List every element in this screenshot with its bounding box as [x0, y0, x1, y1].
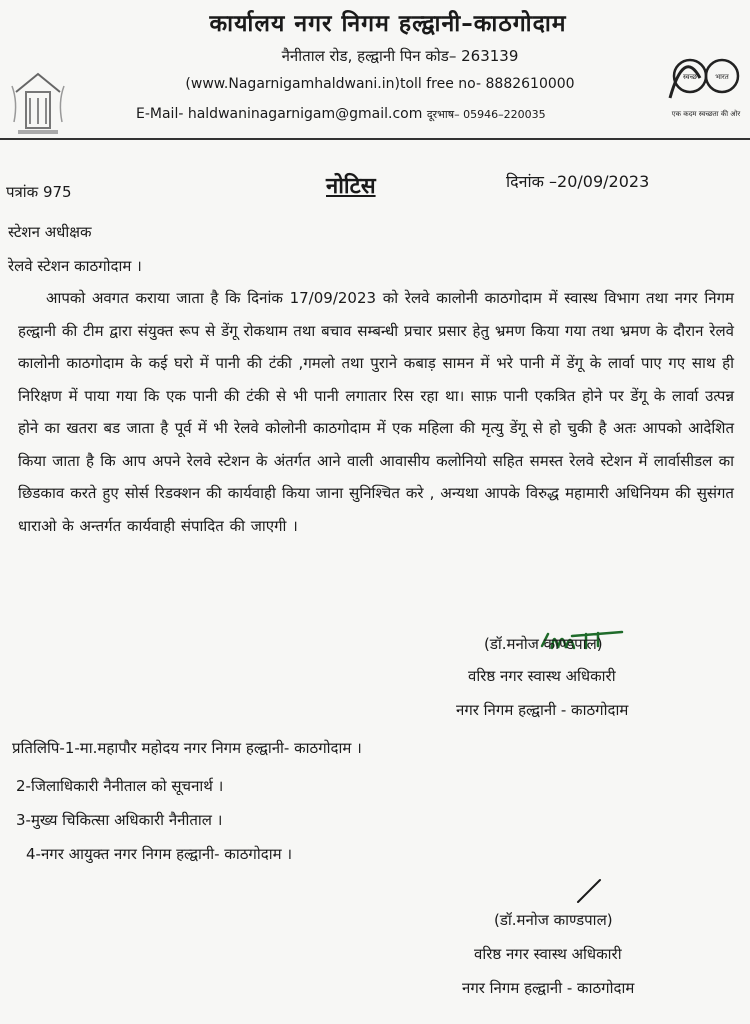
copy-to-line-3: 3-मुख्य चिकित्सा अधिकारी नैनीताल । — [16, 811, 223, 829]
copy-to-line-1: प्रतिलिपि-1-मा.महापौर महोदय नगर निगम हल्द्वानी- काठगोदाम । — [12, 739, 362, 757]
office-address: नैनीताल रोड, हल्द्वानी पिन कोड– 263139 — [281, 47, 519, 65]
copy-to-line-2: 2-जिलाधिकारी नैनीताल को सूचनार्थ । — [16, 777, 224, 795]
org-title: कार्यालय नगर निगम हल्द्वानी–काठगोदाम — [209, 11, 567, 37]
notice-title: नोटिस — [326, 174, 376, 199]
website-tollfree: (www.Nagarnigamhaldwani.in)toll free no- 8882610000 — [185, 76, 575, 92]
signatory-office-2: नगर निगम हल्द्वानी - काठगोदाम — [462, 979, 635, 997]
contact-line — [136, 106, 656, 122]
notice-date: दिनांक –20/09/2023 — [506, 172, 650, 191]
signatory-office-1: नगर निगम हल्द्वानी - काठगोदाम — [456, 701, 629, 719]
logo-text-swachh: स्वच्छ — [682, 73, 698, 81]
addressee-line-1: स्टेशन अधीक्षक — [8, 223, 92, 241]
reference-number: पत्रांक 975 — [6, 183, 72, 201]
signatory-designation-1: वरिष्ठ नगर स्वास्थ अधिकारी — [468, 667, 616, 685]
phone-number: दूरभाष– 05946–220035 — [426, 108, 546, 121]
copy-to-line-4: 4-नगर आयुक्त नगर निगम हल्द्वानी- काठगोदाम । — [26, 845, 293, 863]
signatory-name-2: (डॉ.मनोज काण्डपाल) — [494, 911, 613, 929]
signatory-designation-2: वरिष्ठ नगर स्वास्थ अधिकारी — [474, 945, 622, 963]
swachh-bharat-logo-icon — [664, 38, 748, 122]
logo-text-bharat: भारत — [715, 73, 729, 81]
logo-caption: एक कदम स्वच्छता की ओर — [671, 110, 741, 118]
handwritten-initial-icon — [574, 876, 604, 906]
header-divider — [0, 138, 750, 140]
municipal-emblem-icon — [8, 62, 68, 142]
notice-body: आपको अवगत कराया जाता है कि दिनांक 17/09/2023 को रेलवे कालोनी काठगोदाम में स्वास्थ विभाग तथा नगर निगम हल्द्वानी की टीम द्वारा संयुक्त रूप से डेंगू रोकथाम तथा बचाव सम्बन्धी प्रचार प्रसार हेतु भ्रमण किया गया तथा भ्रमण के दौरान रेलवे कालोनी काठगोदाम के कई घरो में पानी की टंकी ,गमलो तथा पुराने कबाड़ सामन में भरे पानी में डेंगू के लार्वा पाए गए साथ ही निरिक्षण में पाया गया कि एक पानी की टंकी से भी पानी लगातार रिस रहा था। साफ़ पानी एकत्रित होने पर डेंगू के लार्वा उत्पन्न होने का खतरा बड जाता है पूर्व में भी रेलवे कोलोनी काठगोदाम में एक महिला की मृत्यु डेंगू से हो चुकी है अतः आपको आदेशित किया जाता है कि आप अपने रेलवे स्टेशन के अंतर्गत आने वाली आवासीय कलोनियो सहित समस्त रेलवे स्टेशन में लार्वासीडल का छिडकाव करते हुए सोर्स रिडक्शन की कार्यवाही किया जाना सुनिश्चित करे , अन्यथा आपके विरुद्ध महामारी अधिनियम की सुसंगत धाराओ के अन्तर्गत कार्यवाही संपादित की जाएगी । — [18, 289, 734, 535]
addressee-line-2: रेलवे स्टेशन काठगोदाम । — [8, 257, 142, 275]
signatory-name-1: (डॉ.मनोज काण्डपाल) — [484, 635, 603, 653]
email-address: E-Mail- haldwaninagarnigam@gmail.com — [136, 106, 423, 122]
